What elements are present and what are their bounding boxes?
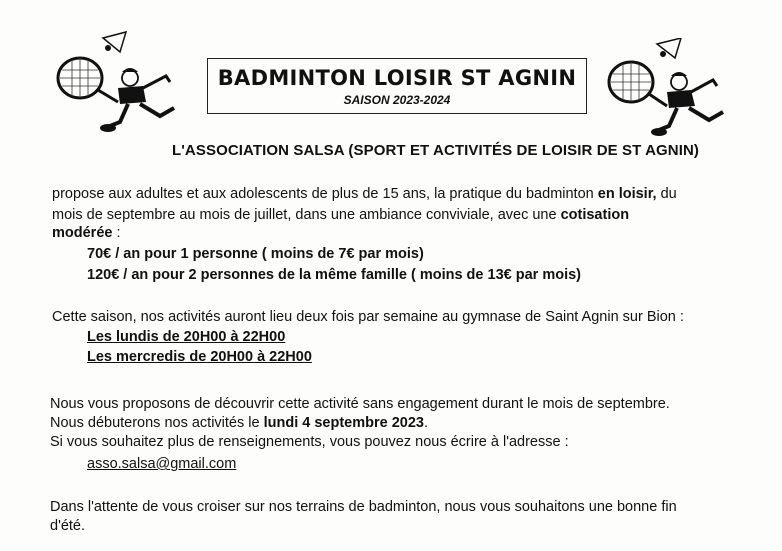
intro-emphasis-moderee: modérée bbox=[52, 225, 113, 241]
badminton-player-left-icon bbox=[48, 30, 183, 135]
schedule-monday: Les lundis de 20H00 à 22H00 bbox=[87, 329, 286, 345]
intro-emphasis-cotisation: cotisation bbox=[560, 207, 630, 223]
title-box bbox=[207, 58, 587, 114]
info-line-3: Si vous souhaitez plus de renseignements, vous pouvez nous écrire à l'adresse : bbox=[50, 434, 569, 450]
badminton-player-right-icon bbox=[605, 38, 730, 138]
info-period: . bbox=[423, 415, 428, 431]
season-label: SAISON 2023-2024 bbox=[343, 93, 451, 107]
intro-text-end: du bbox=[656, 186, 677, 202]
closing-line-2: d'été. bbox=[50, 518, 86, 534]
intro-line-1 bbox=[52, 186, 677, 202]
info-line-1: Nous vous proposons de découvrir cette activité sans engagement durant le mois de septembre. bbox=[50, 396, 670, 412]
intro-emphasis-loisir: en loisir, bbox=[597, 186, 657, 202]
info-line-2 bbox=[50, 415, 428, 431]
price-single: 70€ / an pour 1 personne ( moins de 7€ par mois) bbox=[87, 246, 424, 262]
association-heading: L'ASSOCIATION SALSA (SPORT ET ACTIVITÉS DE LOISIR DE ST AGNIN) bbox=[172, 142, 700, 159]
schedule-intro: Cette saison, nos activités auront lieu deux fois par semaine au gymnase de Saint Agnin sur Bion : bbox=[52, 309, 684, 325]
intro-text: mois de septembre au mois de juillet, dans une ambiance conviviale, avec une bbox=[52, 207, 561, 223]
intro-colon: : bbox=[112, 225, 121, 241]
page-title: BADMINTON LOISIR ST AGNIN bbox=[217, 66, 577, 90]
info-text: Nous débuterons nos activités le bbox=[50, 415, 264, 431]
start-date: lundi 4 septembre 2023 bbox=[263, 415, 424, 431]
schedule-wednesday: Les mercredis de 20H00 à 22H00 bbox=[87, 349, 312, 365]
intro-line-2 bbox=[52, 207, 629, 223]
closing-line-1: Dans l'attente de vous croiser sur nos terrains de badminton, nous vous souhaitons une bonne fin bbox=[50, 499, 677, 515]
intro-line-3 bbox=[52, 225, 121, 241]
email-link[interactable]: asso.salsa@gmail.com bbox=[87, 456, 237, 472]
price-family: 120€ / an pour 2 personnes de la même famille ( moins de 13€ par mois) bbox=[87, 267, 581, 283]
intro-text: propose aux adultes et aux adolescents de plus de 15 ans, la pratique du badminton bbox=[52, 186, 598, 202]
